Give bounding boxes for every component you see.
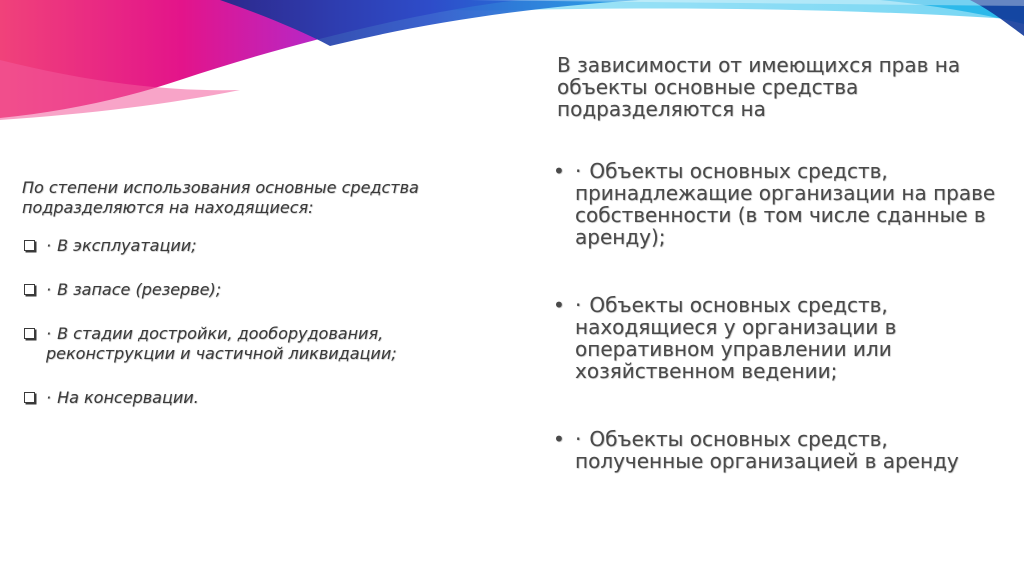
dot-marker: · [575, 427, 582, 451]
left-bullet-list [22, 236, 492, 408]
list-item [22, 324, 492, 364]
dot-marker: · [46, 324, 52, 343]
right-heading-text: В зависимости от имеющихся прав на объекты основные средства подразделяются на [557, 53, 961, 121]
list-item [553, 293, 1017, 383]
list-item [22, 388, 492, 408]
left-intro-text: По степени использования основные средства подразделяются на находящиеся: [22, 178, 419, 217]
dot-marker: · [46, 236, 52, 255]
dot-marker: · [575, 159, 582, 183]
round-bullet-icon: • [553, 159, 565, 183]
list-item [553, 427, 1017, 473]
list-item-text: В запасе (резерве); [57, 280, 222, 299]
list-item [553, 159, 1017, 249]
dot-marker: · [575, 293, 582, 317]
checkbox-bullet-icon [24, 240, 35, 251]
checkbox-bullet-icon [24, 392, 35, 403]
right-bullet-list [553, 159, 1017, 473]
list-item-text: Объекты основных средств, принадлежащие организации на праве собственности (в том числе сданные в аренду); [575, 159, 996, 249]
list-item-text: На консервации. [57, 388, 199, 407]
dot-marker: · [46, 388, 52, 407]
round-bullet-icon: • [553, 293, 565, 317]
list-item [22, 280, 492, 300]
list-item [22, 236, 492, 256]
list-item-text: В стадии достройки, дооборудования, реконструкции и частичной ликвидации; [46, 324, 397, 363]
list-item-text: В эксплуатации; [57, 236, 197, 255]
checkbox-bullet-icon [24, 328, 35, 339]
right-column [553, 53, 1017, 473]
list-item-text: Объекты основных средств, находящиеся у организации в оперативном управлении или хозяйственном ведении; [575, 293, 897, 383]
list-item-text: Объекты основных средств, полученные организацией в аренду [575, 427, 959, 473]
dot-marker: · [46, 280, 52, 299]
left-column [22, 178, 492, 432]
round-bullet-icon: • [553, 427, 565, 451]
checkbox-bullet-icon [24, 284, 35, 295]
